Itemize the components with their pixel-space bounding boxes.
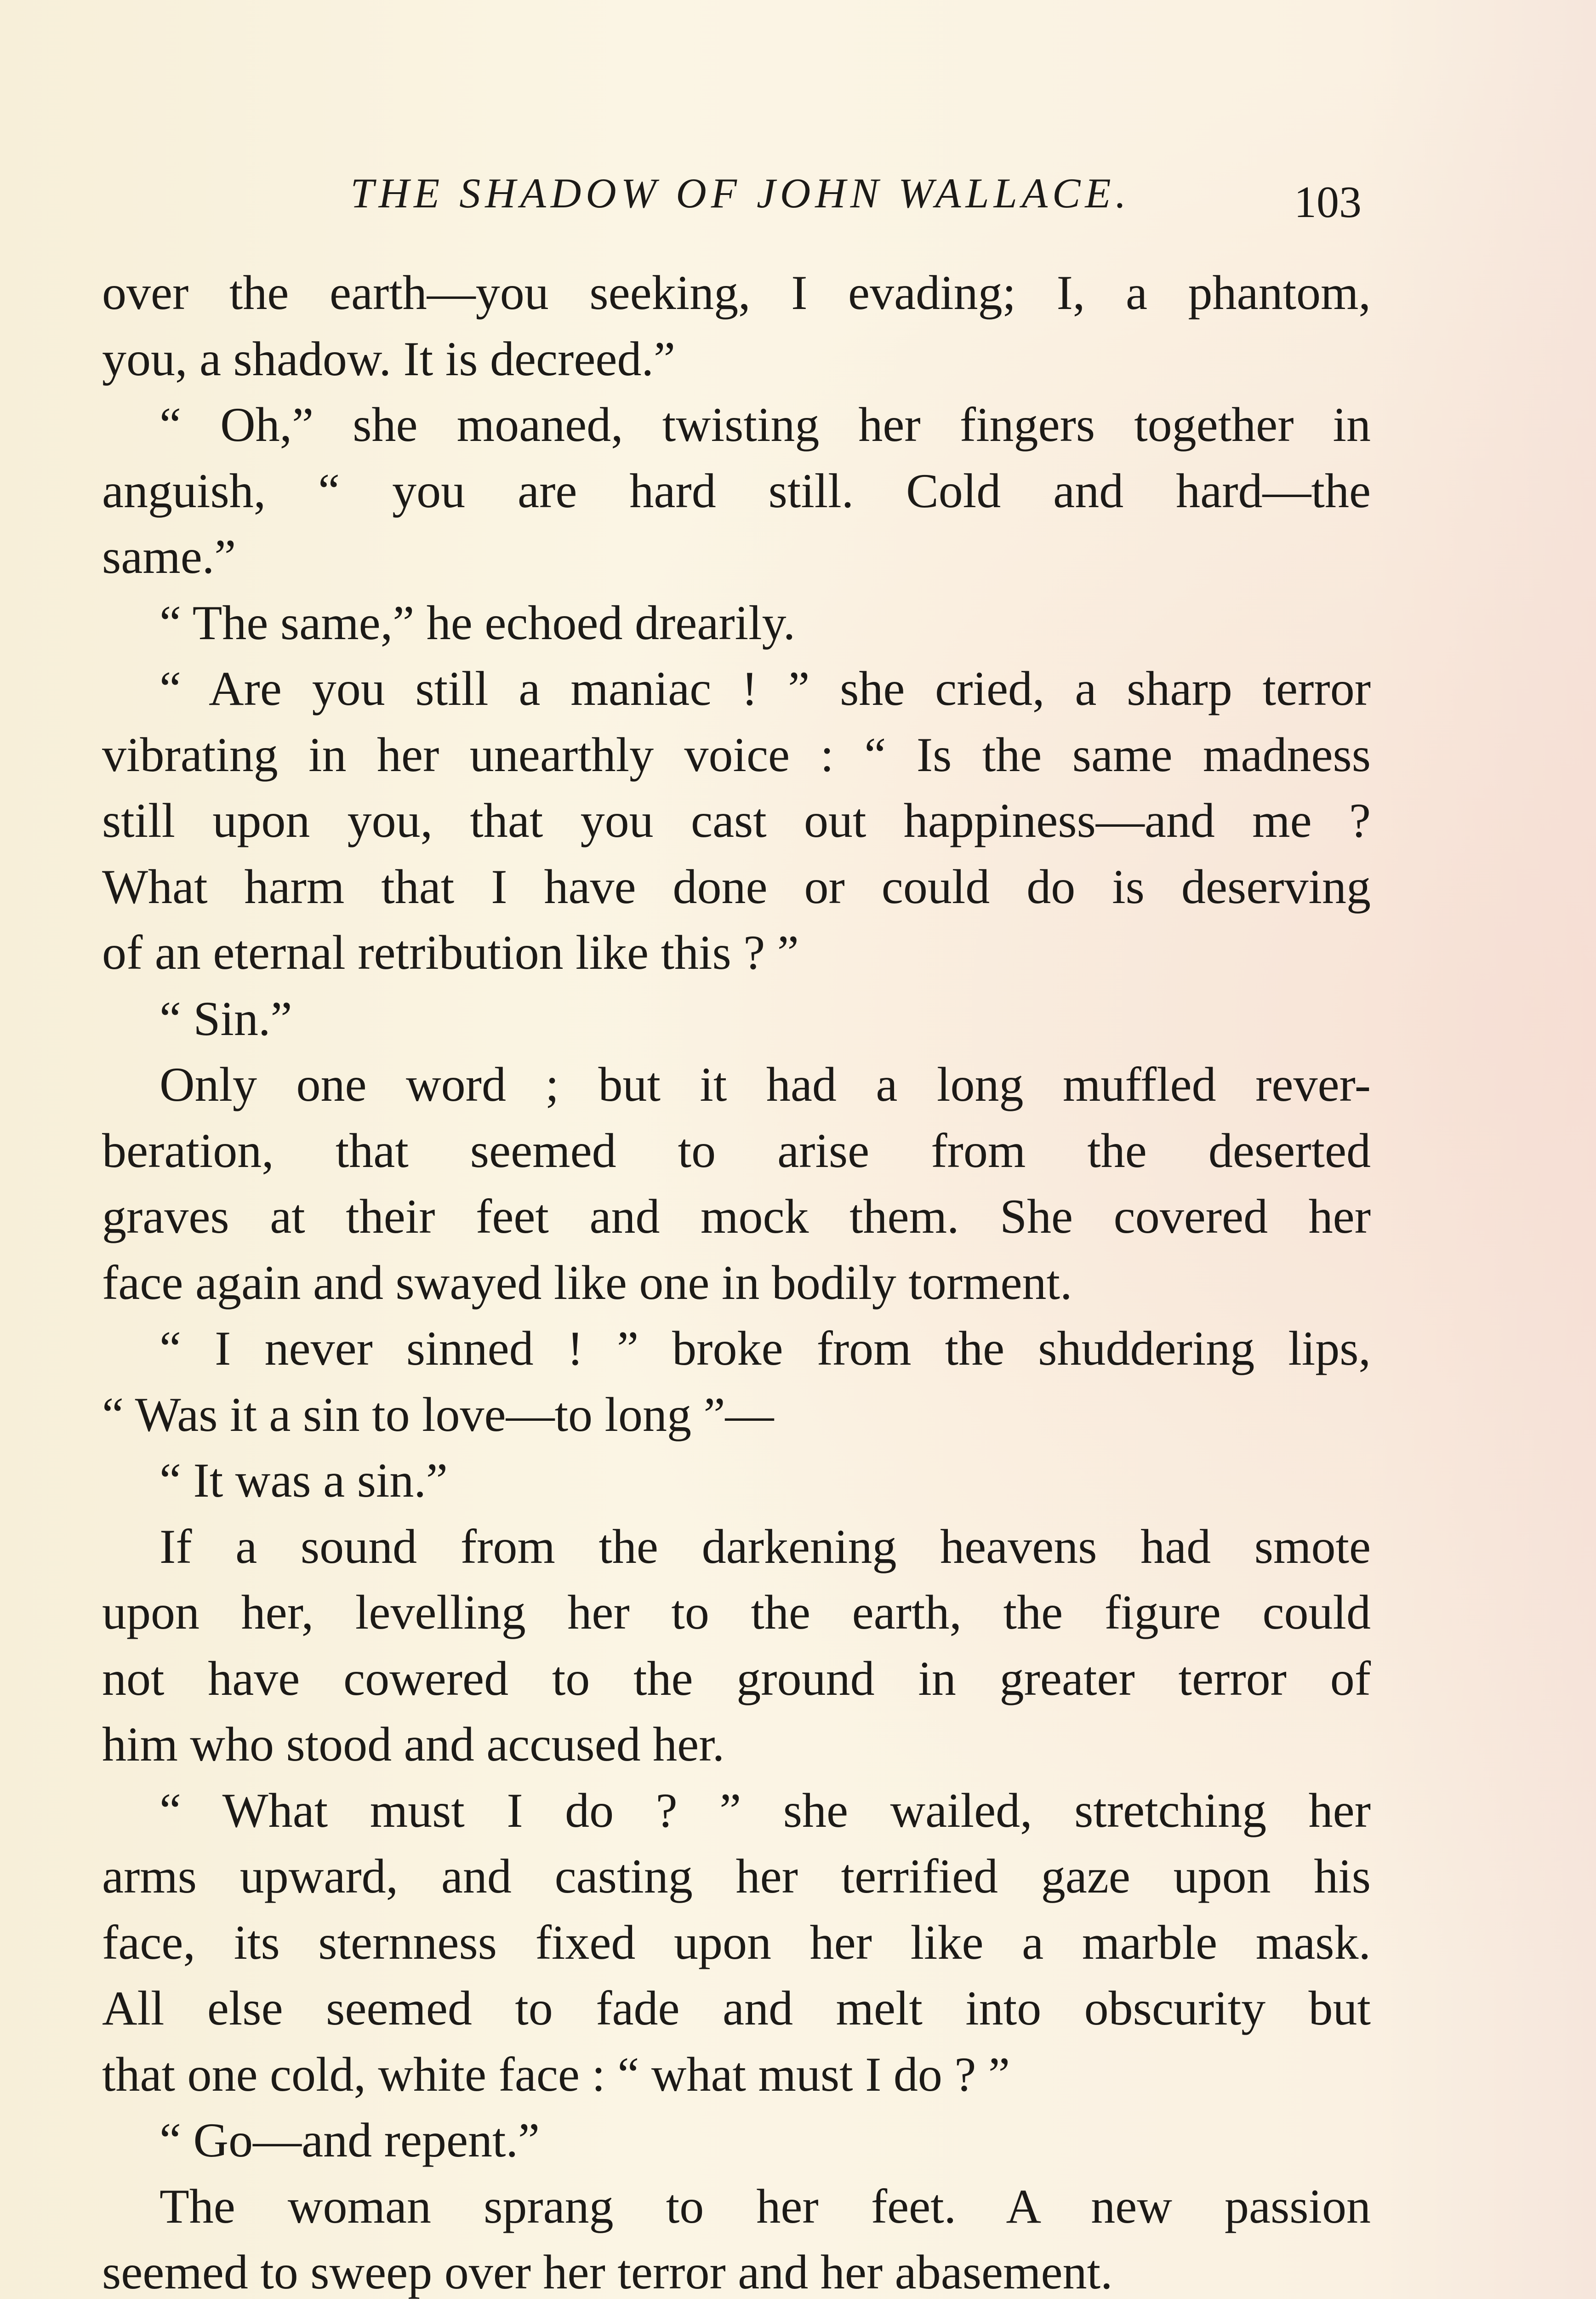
text-line: over the earth—you seeking, I evading; I, a phantom,	[102, 266, 1371, 320]
text-line: vibrating in her unearthly voice : “ Is the same madness	[102, 727, 1371, 782]
text-line: “ Sin.”	[160, 991, 292, 1046]
text-line: seemed to sweep over her terror and her abasement.	[102, 2245, 1113, 2299]
text-line: that one cold, white face : “ what must I do ? ”	[102, 2047, 1010, 2101]
text-line: Only one word ; but it had a long muffled rever-	[160, 1058, 1371, 1111]
text-line: not have cowered to the ground in greater terror of	[102, 1651, 1371, 1705]
text-line: “ Oh,” she moaned, twisting her fingers together in	[160, 398, 1371, 452]
running-head	[101, 166, 1380, 221]
text-line: The woman sprang to her feet. A new passion	[160, 2179, 1371, 2233]
text-line: upon her, levelling her to the earth, the figure could	[102, 1585, 1371, 1639]
text-line: “ I never sinned ! ” broke from the shuddering lips,	[160, 1321, 1371, 1375]
text-line: face, its sternness fixed upon her like a marble mask.	[102, 1915, 1371, 1969]
text-line: “ What must I do ? ” she wailed, stretching her	[160, 1783, 1371, 1837]
text-line: anguish, “ you are hard still. Cold and hard—the	[102, 463, 1371, 518]
text-line: “ Was it a sin to love—to long ”—	[102, 1387, 774, 1441]
text-line: still upon you, that you cast out happiness—and me ?	[102, 794, 1371, 847]
text-line: face again and swayed like one in bodily torment.	[102, 1255, 1072, 1310]
text-line: If a sound from the darkening heavens had smote	[160, 1519, 1371, 1573]
text-line: graves at their feet and mock them. She covered her	[102, 1190, 1371, 1243]
page-number: 103	[1294, 177, 1362, 227]
running-title: THE SHADOW OF JOHN WALLACE.	[350, 170, 1131, 217]
text-line: him who stood and accused her.	[102, 1717, 725, 1771]
text-line: same.”	[102, 530, 236, 583]
text-line: “ Are you still a maniac ! ” she cried, a sharp terror	[160, 662, 1371, 715]
text-line: arms upward, and casting her terrified gaze upon his	[102, 1849, 1371, 1903]
text-line: What harm that I have done or could do is deserving	[102, 859, 1371, 914]
text-line: All else seemed to fade and melt into obscurity but	[102, 1981, 1371, 2035]
body-text	[102, 260, 1371, 2299]
text-line: beration, that seemed to arise from the deserted	[102, 1123, 1371, 1178]
text-line: of an eternal retribution like this ? ”	[102, 926, 799, 979]
text-line: “ Go—and repent.”	[160, 2113, 540, 2167]
text-line: “ The same,” he echoed drearily.	[160, 595, 796, 650]
text-line: “ It was a sin.”	[160, 1453, 448, 1507]
text-line: you, a shadow. It is decreed.”	[102, 332, 676, 386]
